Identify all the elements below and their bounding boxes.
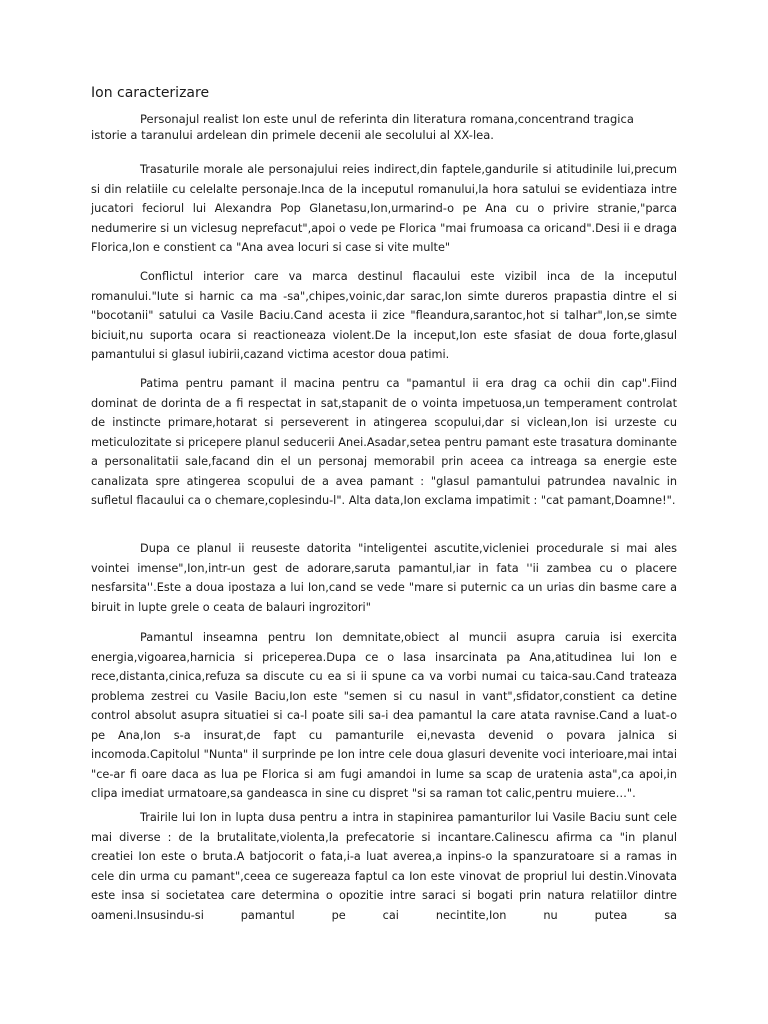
paragraph-struggle: Trairile lui Ion in lupta dusa pentru a intra in stapinirea pamanturilor lui Vasile Baciu sunt cele mai diverse : de la brutalitate,violenta,la prefecatorie si incantare.Calinescu afirma ca "in planul creatiei Ion este o bruta.A batjocorit o fata,i-a luat averea,a inpins-o la spanzuratoare si a ramas in cele din urma cu pamant",ceea ce sugereaza faptul ca Ion este vinovat de propriul lui destin.Vinovata este insa si societatea care determina o opozitie intre saraci si bogati prin natura relatiilor dintre oameni.Insusindu-si pamantul pe cai necintite,Ion nu putea sa [91, 811, 677, 922]
paragraph-plan-success: Dupa ce planul ii reuseste datorita "inteligentei ascutite,vicleniei procedurale si mai ales vointei imense",Ion,intr-un gest de adorare,saruta pamantul,iar in fata ''ii zambea cu o placere nesfarsita''.Este a doua ipostaza a lui Ion,cand se vede "mare si puternic ca un urias din basme care a biruit in lupte grele o ceata de balauri ingrozitori" [91, 542, 677, 614]
intro-text: Personajul realist Ion este unul de referinta din literatura romana,concentrand tragica istorie a taranului ardelean din primele decenii ale secolului al XX-lea. [91, 112, 634, 142]
paragraph-conflict: Conflictul interior care va marca destinul flacaului este vizibil inca de la inceputul romanului."Iute si harnic ca ma -sa",chipes,voinic,dar sarac,Ion simte dureros prapastia dintre el si "bocotanii" satului ca Vasile Baciu.Cand acesta ii zice "fleandura,sarantoc,hot si talhar",Ion,se simte biciuit,nu suporta ocara si reactioneaza violent.De la inceput,Ion este sfasiat de doua forte,glasul pamantului si glasul iubirii,cazand victima acestor doua patimi. [91, 270, 677, 361]
paragraph-traits: Trasaturile morale ale personajului reies indirect,din faptele,gandurile si atitudinile lui,precum si din relatiile cu celelalte personaje.Inca de la inceputul romanului,la hora satului se evidentiaza intre jucatori feciorul lui Alexandra Pop Glanetasu,Ion,urmarind-o pe Ana cu o privire stranie,"parca nedumerire si un viclesug neprefacut",apoi o vede pe Florica "mai frumoasa ca oricand".Desi ii e draga Florica,Ion e constient ca "Ana avea locuri si case si vite multe" [91, 163, 677, 254]
intro-paragraph [91, 111, 661, 143]
paragraph-land-passion: Patima pentru pamant il macina pentru ca "pamantul ii era drag ca ochii din cap".Fiind dominat de dorinta de a fi respectat in sat,stapanit de o vointa impetuosa,un temperament controlat de instincte primare,hotarat si perseverent in atingerea scopului,dar si viclean,Ion isi urzeste cu meticulozitate si pricepere planul seducerii Anei.Asadar,setea pentru pamant este trasatura dominante a personalitatii sale,facand din el un personaj memorabil prin aceea ca intreaga sa energie este canalizata spre atingerea scopului de a avea pamant : "glasul pamantului patrundea navalnic in sufletul flacaului ca o chemare,coplesindu-l". Alta data,Ion exclama impatimit : "cat pamant,Doamne!". [91, 377, 677, 507]
paragraph-dignity: Pamantul inseamna pentru Ion demnitate,obiect al muncii asupra caruia isi exercita energia,vigoarea,harnicia si priceperea.Dupa ce o lasa insarcinata pa Ana,atitudinea lui Ion e rece,distanta,cinica,refuza sa discute cu ea si ii spune ca va vorbi numai cu taica-sau.Cand trateaza problema zestrei cu Vasile Baciu,Ion este "semen si cu nasul in vant",sfidator,constient ca detine control absolut asupra situatiei si ca-l poate sili sa-i dea pamantul la care atata ravnise.Cand a luat-o pe Ana,Ion s-a insurat,de fapt cu pamanturile ei,nevasta devenid o povara jalnica si incomoda.Capitolul "Nunta" il surprinde pe Ion intre cele doua glasuri devenite voci interioare,mai intai "ce-ar fi oare daca as lua pe Florica si am fugi amandoi in lume sa scap de uratenia asta",ca apoi,in clipa imediat urmatoare,sa gandeasca in sine cu dispret "si sa raman tot calic,pentru muiere…". [91, 631, 677, 800]
document-title: Ion caracterizare [91, 85, 210, 101]
